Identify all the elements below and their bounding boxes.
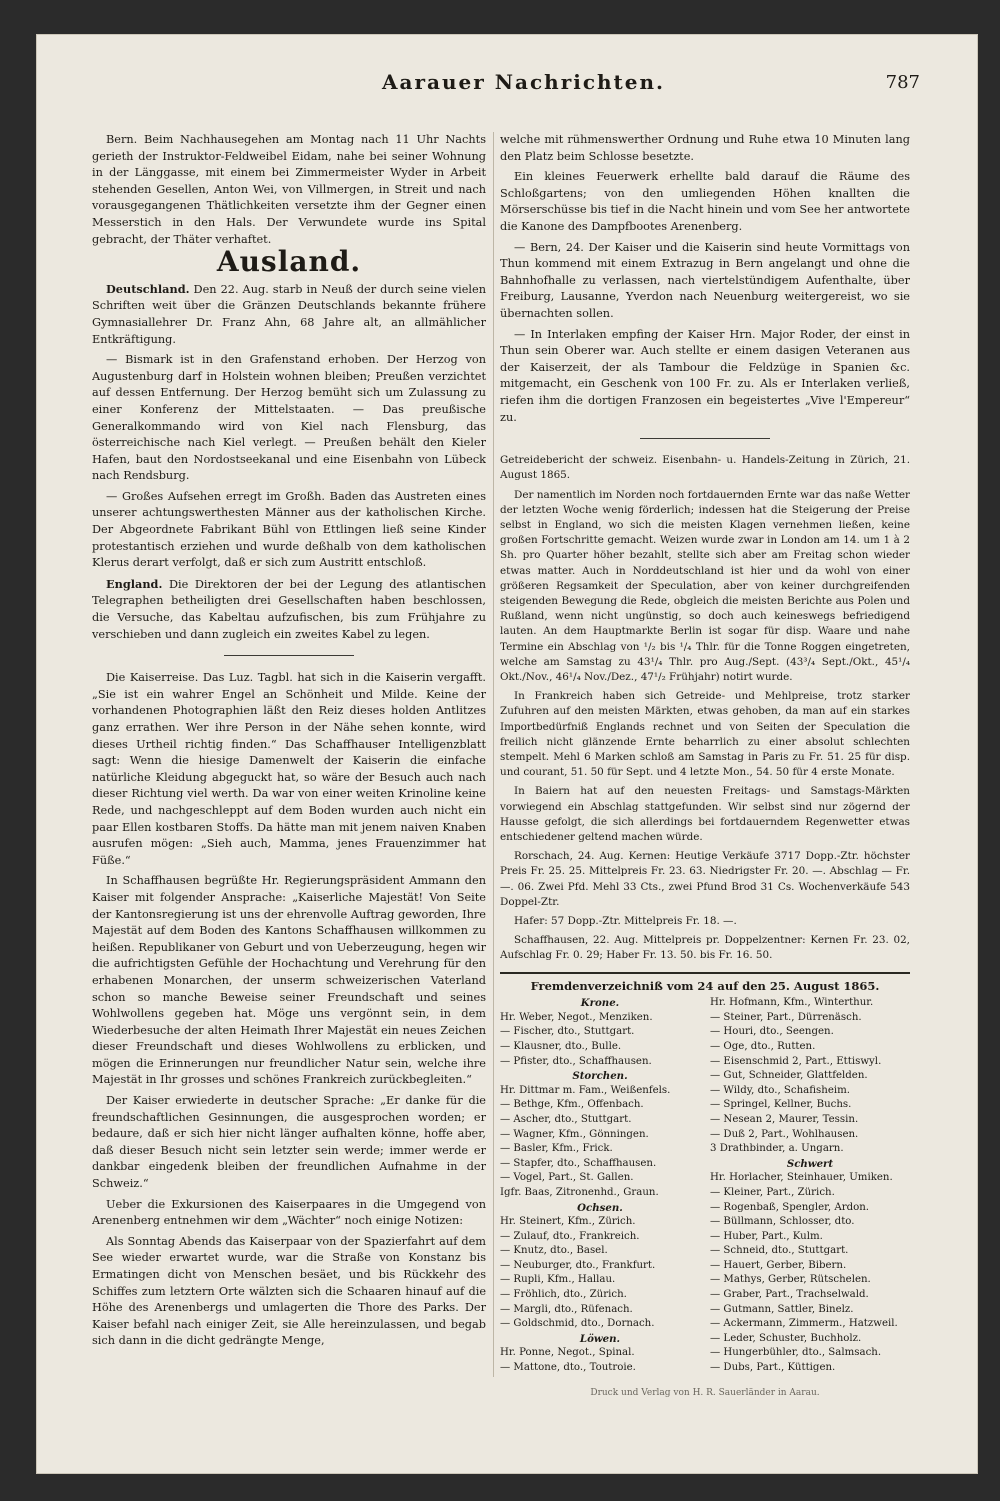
hotel-heading: Löwen. — [579, 1332, 621, 1345]
guest-entry: — Bethge, Kfm., Offenbach. — [500, 1099, 644, 1111]
page-header — [370, 70, 960, 110]
guest-entry: — Dubs, Part., Küttigen. — [710, 1362, 836, 1374]
guest-entry: — Fischer, dto., Stuttgart. — [500, 1026, 635, 1038]
deutschland-text: Den 22. Aug. starb in Neuß der durch seine vielen Schriften weit über die Gränzen Deutschlands bekannte frühere Gymnasiallehrer Dr. Franz Ahn, 68 Jahre alt, an allmählicher Entkräftigung. — [92, 282, 486, 346]
fremden-column-right — [710, 996, 910, 1377]
hotel-heading: Ochsen. — [577, 1201, 623, 1214]
guest-entry: — Stapfer, dto., Schaffhausen. — [500, 1157, 657, 1169]
guest-entry: Hr. Hofmann, Kfm., Winterthur. — [710, 997, 874, 1009]
feuerwerk-article: Ein kleines Feuerwerk erhellte bald darauf die Räume des Schloßgartens; von den umliegenden Höhen knallten die Mörserschüsse bis tief in die Nacht hinein und vom See her antwortete die Kanone des Dampfbootes Arenenberg. — [500, 170, 910, 233]
getreide-para-3: In Baiern hat auf den neuesten Freitags- und Samstags-Märkten vorwiegend ein Abschlag stattgefunden. Wir selbst sind nur zögernd der Hausse gefolgt, die sich allerdings bei fortdauerndem Regenwetter etwas entschiedener geltend machen würde. — [500, 785, 910, 843]
schaffhausen-market: Schaffhausen, 22. Aug. Mittelpreis pr. Doppelzentner: Kernen Fr. 23. 02, Aufschlag Fr. 0. 29; Haber Fr. 13. 50. bis Fr. 16. 50. — [500, 934, 910, 962]
guest-entry: — Mattone, dto., Toutroie. — [500, 1362, 636, 1374]
guest-entry: — Schneid, dto., Stuttgart. — [710, 1245, 849, 1257]
guest-entry: Hr. Horlacher, Steinhauer, Umiken. — [710, 1172, 893, 1184]
guest-entry: — Zulauf, dto., Frankreich. — [500, 1230, 640, 1242]
deutschland-article — [92, 281, 486, 348]
guest-entry: — Goldschmid, dto., Dornach. — [500, 1318, 655, 1330]
guest-entry: 3 Drathbinder, a. Ungarn. — [710, 1143, 844, 1155]
kaiserreise-excursions: Ueber die Exkursionen des Kaiserpaares in die Umgegend von Arenenberg entnehmen wir dem „Wächter“ noch einige Notizen: — [92, 1197, 486, 1228]
rorschach-market: Rorschach, 24. Aug. Kernen: Heutige Verkäufe 3717 Dopp.-Ztr. höchster Preis Fr. 25. 25. Mittelpreis Fr. 23. 63. Niedrigster Fr. 20. —. Abschlag — Fr. —. 06. Zwei Pfd. Mehl 33 Cts., zwei Pfund Brod 31 Cs. Wochenverkäufe 543 Doppel-Ztr. — [500, 850, 910, 908]
bern-kaiser-article: — Bern, 24. Der Kaiser und die Kaiserin sind heute Vormittags von Thun kommend mit einem Extrazug in Bern angelangt und ohne die Bahnhofhalle zu verlassen, nach viertelstündigem Aufenthalte, über Freiburg, Lausanne, Yverdon nach Neuenburg weitergereist, wo sie übernachten sollen. — [500, 240, 910, 320]
fremden-column-left — [500, 996, 700, 1377]
right-column — [500, 132, 910, 1377]
hafer-market: Hafer: 57 Dopp.-Ztr. Mittelpreis Fr. 18. —. — [514, 914, 737, 927]
england-article — [92, 576, 486, 643]
kaiserreise-article: Die Kaiserreise. Das Luz. Tagbl. hat sich in die Kaiserin vergafft. „Sie ist ein wahrer Engel an Schönheit und Milde. Keine der vorhandenen Photographien läßt den Reiz dieses holden Antlitzes ganz errathen. Wer ihre Person in der Nähe sehen konnte, wird dieses Urtheil richtig finden.“ Das Schaffhauser Intelligenzblatt sagt: Wenn die hiesige Damenwelt der Kaiserin die einfache natürliche Kleidung abgeguckt hat, so wäre der Besuch auch nach dieser Richtung viel werth. Da war von einer weiten Krinoline keine Rede, und nachgeschleppt auf dem Boden wurden auch nicht ein paar Ellen kostbaren Stoffs. Da hätte man mit jenem naiven Knaben ausrufen mögen: „Sieh auch, Mamma, jenes Frauenzimmer hat Füße.“ — [92, 671, 486, 867]
guest-entry: — Ascher, dto., Stuttgart. — [500, 1113, 632, 1125]
guest-entry: — Rupli, Kfm., Hallau. — [500, 1274, 616, 1286]
guest-entry: — Büllmann, Schlosser, dto. — [710, 1216, 855, 1228]
bismark-article: — Bismark ist in den Grafenstand erhoben. Der Herzog von Augustenburg darf in Holstein wohnen bleiben; Preußen verzichtet auf dessen Entfernung. Der Herzog bemüht sich um Zulassung zu einer Konferenz der Mittelstaaten. — Das preußische Generalkommando wird von Kiel nach Flensburg, das österreichische nach Kiel verlegt. — Preußen behält den Kieler Hafen, baut den Nordostseekanal und eine Eisenbahn von Lübeck nach Rendsburg. — [92, 353, 486, 483]
guest-entry: — Nesean 2, Maurer, Tessin. — [710, 1113, 859, 1125]
guest-entry: — Vogel, Part., St. Gallen. — [500, 1172, 634, 1184]
guest-entry: Hr. Weber, Negot., Menziken. — [500, 1011, 653, 1023]
guest-entry: — Oge, dto., Rutten. — [710, 1040, 816, 1052]
guest-entry: — Rogenbaß, Spengler, Ardon. — [710, 1201, 870, 1213]
guest-entry — [710, 1376, 910, 1377]
section-heading-ausland: Ausland. — [216, 245, 362, 279]
interlaken-article: — In Interlaken empfing der Kaiser Hrn. Major Roder, der einst in Thun sein Oberer war. Auch stellte er einem dasigen Veteranen aus der Kaiserzeit, der als Tambour die Feldzüge in Spanien &c. mitgemacht, ein Geschenk von 100 Fr. zu. Als er Interlaken verließ, riefen ihm die dortigen Franzosen ein begeistertes „Vive l'Empereur“ zu. — [500, 327, 910, 424]
guest-entry: Hr. Ponne, Negot., Spinal. — [500, 1347, 635, 1359]
bern-article: Bern. Beim Nachhausegehen am Montag nach 11 Uhr Nachts gerieth der Instruktor-Feldweibel Eidam, nahe bei seiner Wohnung in der Länggasse, mit einem bei Zimmermeister Wyder in Arbeit stehenden Gesellen, Anton Wei, von Villmergen, in Streit und nach vorausgegangenen Thätlichkeiten versetzte ihm der Gegner einen Messerstich in den Hals. Der Verwundete wurde ins Spital gebracht, der Thäter verhaftet. — [92, 133, 486, 246]
england-text: Die Direktoren der bei der Legung des atlantischen Telegraphen betheiligten drei Gesellschaften haben beschlossen, die Versuche, das Kabeltau aufzufischen, bis zum Frühjahre zu verschieben und dann zugleich ein zweites Kabel zu legen. — [92, 577, 486, 641]
guest-entry: — Fröhlich, dto., Zürich. — [500, 1289, 627, 1301]
guest-entry: — Pfister, dto., Schaffhausen. — [500, 1055, 652, 1067]
hotel-heading: Krone. — [580, 997, 620, 1010]
left-column — [92, 132, 486, 1377]
guest-entry: — Steiner, Part., Dürrenäsch. — [710, 1011, 862, 1023]
getreide-para-2: In Frankreich haben sich Getreide- und Mehlpreise, trotz starker Zufuhren auf den meisten Märkten, etwas gehoben, da man auf ein starkes Importbedürfniß Englands rechnet und von Seiten der Speculation die freilich nicht glänzende Ernte beharrlich zu einer absolut schlechten stempelt. Mehl 6 Marken schloß am Samstag in Paris zu Fr. 51. 25 für disp. und courant, 51. 50 für Sept. und 4 letzte Mon., 54. 50 für 4 erste Monate. — [500, 690, 910, 779]
guest-entry: — Wagner, Kfm., Gönningen. — [500, 1128, 649, 1140]
guest-entry — [500, 1376, 700, 1377]
guest-entry: — Basler, Kfm., Frick. — [500, 1143, 613, 1155]
article-rule-right — [640, 438, 770, 439]
column-divider — [493, 132, 494, 1377]
guest-entry: — Mathys, Gerber, Rütschelen. — [710, 1274, 871, 1286]
baden-article: — Großes Aufsehen erregt im Großh. Baden das Austreten eines unserer achtungswerthesten Männer aus der katholischen Kirche. Der Abgeordnete Fabrikant Bühl von Ettlingen ließ seine Kinder protestantisch erziehen und wurde deßhalb von dem katholischen Klerus derart verfolgt, daß er sich zum Austritt entschloß. — [92, 489, 486, 570]
guest-entry: — Neuburger, dto., Frankfurt. — [500, 1259, 656, 1271]
newspaper-title: Aarauer Nachrichten. — [382, 70, 666, 94]
guest-entry: — Hungerbühler, dto., Salmsach. — [710, 1347, 882, 1359]
getreide-heading: Getreidebericht der schweiz. Eisenbahn- u. Handels-Zeitung in Zürich, 21. August 1865. — [500, 454, 910, 482]
guest-entry: — Hauert, Gerber, Bibern. — [710, 1259, 847, 1271]
printer-footer: Druck und Verlag von H. R. Sauerländer in Aarau. — [590, 1388, 820, 1398]
guest-entry: — Houri, dto., Seengen. — [710, 1026, 834, 1038]
guest-entry: — Eisenschmid 2, Part., Ettiswyl. — [710, 1055, 882, 1067]
guest-entry: — Huber, Part., Kulm. — [710, 1230, 823, 1242]
guest-entry: Igfr. Baas, Zitronenhd., Graun. — [500, 1186, 659, 1198]
hotel-heading: Schwert — [786, 1157, 834, 1170]
fremden-list — [500, 996, 910, 1377]
guest-entry: — Gut, Schneider, Glattfelden. — [710, 1070, 868, 1082]
guest-entry: — Ackermann, Zimmerm., Hatzweil. — [710, 1318, 898, 1330]
kaiserreise-sunday: Als Sonntag Abends das Kaiserpaar von der Spazierfahrt auf dem See wieder erwartet wurde, war die Straße von Konstanz bis Ermatingen dicht von Menschen besäet, und bis Rückkehr des Schiffes zum letztern Orte wälzten sich die Schaaren hinauf auf die Höhe des Arenenbergs und umlagerten die Thore des Parks. Der Kaiser befahl nach einiger Zeit, sie Alle hereinzulassen, und begab sich dann in die dicht gedrängte Menge, — [92, 1234, 486, 1348]
guest-entry: Hr. Steinert, Kfm., Zürich. — [500, 1216, 636, 1228]
guest-entry: — Margli, dto., Rüfenach. — [500, 1303, 633, 1315]
kaiserreise-reply: Der Kaiser erwiederte in deutscher Sprache: „Er danke für die freundschaftlichen Gesinnungen, die ausgesprochen worden; er bedaure, daß er sich hier nicht länger aufhalten könne, hoffe aber, daß dieser Besuch nicht sein letzter sein werde; immer werde er dankbar eingedenk bleiben der freundlichen Aufnahme in der Schweiz.“ — [92, 1094, 486, 1191]
continuation-text: welche mit rühmenswerther Ordnung und Ruhe etwa 10 Minuten lang den Platz beim Schlosse besetzte. — [500, 133, 910, 163]
guest-entry: — Knutz, dto., Basel. — [500, 1245, 608, 1257]
guest-entry: — Klausner, dto., Bulle. — [500, 1040, 622, 1052]
england-label: England. — [106, 576, 163, 591]
guest-entry: — Wildy, dto., Schafisheim. — [710, 1084, 851, 1096]
guest-entry: — Springel, Kellner, Buchs. — [710, 1099, 852, 1111]
guest-entry: — Leder, Schuster, Buchholz. — [710, 1332, 862, 1344]
kaiserreise-speech: In Schaffhausen begrüßte Hr. Regierungspräsident Ammann den Kaiser mit folgender Ansprache: „Kaiserliche Majestät! Von Seite der Kantonsregierung ist uns der ehrenvolle Auftrag geworden, Ihre Majestät auf dem Boden des Kantons Schaffhausen willkommen zu heißen. Republikaner von Geburt und von Ueberzeugung, hegen wir die aufrichtigsten Gefühle der Hochachtung und Verehrung für den erhabenen Monarchen, der unserm schweizerischen Vaterland schon so manche Beweise seiner Freundschaft und seines Wohlwollens gegeben hat. Möge uns vergönnt sein, in dem Wiederbesuche der alten Heimath Ihrer Majestät ein neues Zeichen dieser Freundschaft und dieses Wohlwollens zu erblicken, und mögen die Erinnerungen nur freundlicher Natur sein, welche ihre Majestät in Ihr grosses und schönes Frankreich zurückbegleiten.“ — [92, 874, 486, 1087]
guest-entry: — Gutmann, Sattler, Binelz. — [710, 1303, 854, 1315]
guest-entry: — Kleiner, Part., Zürich. — [710, 1186, 835, 1198]
getreide-para-1: Der namentlich im Norden noch fortdauernden Ernte war das naße Wetter der letzten Woche wenig förderlich; indessen hat die Steigerung der Preise selbst in England, wo sich die meisten Klagen vernehmen ließen, keine großen Fortschritte gemacht. Weizen wurde zwar in London am 14. um 1 à 2 Sh. pro Quarter höher bezahlt, stellte sich aber am Freitag schon wieder etwas matter. Auch in Norddeutschland ist hier und da wohl von einer größeren Regsamkeit der Speculation, aber von keiner durchgreifenden steigenden Bewegung die Rede, obgleich die meisten Berichte aus Polen und Rußland, wenn nicht ungünstig, so doch auch keineswegs befriedigend lauten. An dem Hauptmarkte Berlin ist sogar für disp. Waare und nahe Termine ein Abschlag von ¹/₂ bis ¹/₄ Thlr. für die Tonne Roggen eingetreten, welche am Samstag zu 43¹/₄ Thlr. pro Aug./Sept. (43³/₄ Sept./Okt., 45¹/₄ Okt./Nov., 46¹/₄ Nov./Dez., 47¹/₂ Frühjahr) notirt wurde. — [500, 488, 910, 683]
hotel-heading: Storchen. — [572, 1070, 628, 1083]
guest-entry: Hr. Dittmar m. Fam., Weißenfels. — [500, 1084, 671, 1096]
page-number: 787 — [885, 72, 920, 93]
guest-entry: — Duß 2, Part., Wohlhausen. — [710, 1128, 859, 1140]
guest-entry: — Graber, Part., Trachselwald. — [710, 1289, 869, 1301]
deutschland-label: Deutschland. — [106, 281, 190, 296]
fremden-heading: Fremdenverzeichniß vom 24 auf den 25. August 1865. — [500, 972, 910, 995]
article-rule — [224, 655, 354, 656]
